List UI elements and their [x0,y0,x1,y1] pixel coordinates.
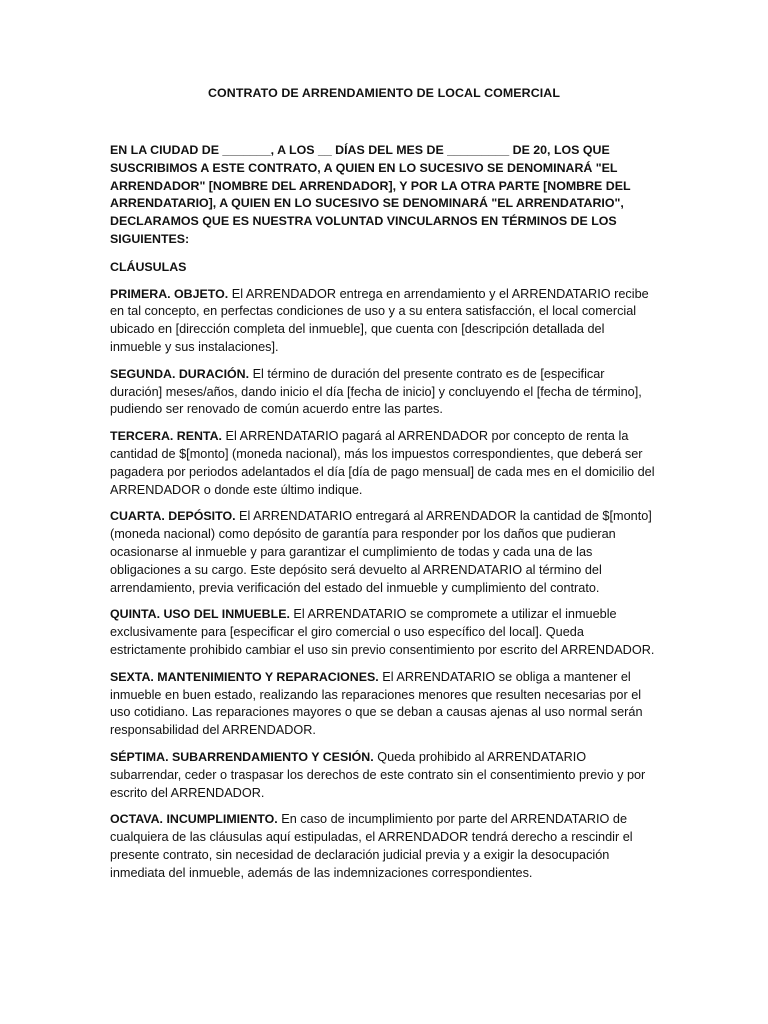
clause-text: En caso de incumplimiento por parte del ARRENDATARIO de cualquiera de las cláusulas aquí estipuladas, el ARRENDADOR tendrá derecho a rescindir el presente contrato, sin necesidad de declaración judicial previa y a exigir la desocupación inmediata del inmueble, además de las indemnizaciones correspondientes. [110,812,633,880]
clause-text: El ARRENDADOR entrega en arrendamiento y el ARRENDATARIO recibe en tal concepto, en perfectas condiciones de uso y a su entera satisfacción, el local comercial ubicado en [dirección completa del inmueble], que cuenta con [descripción detallada del inmueble y sus instalaciones]. [110,286,649,354]
clauses-heading: CLÁUSULAS [110,259,187,274]
clause-text: El ARRENDATARIO pagará al ARRENDADOR por concepto de renta la cantidad de $[monto] (moneda nacional), más los impuestos correspondientes, que deberá ser pagadera por periodos adelantados el día [día de pago mensual] de cada mes en el domicilio del ARRENDADOR o donde este último indique. [110,429,655,497]
clause-text: El ARRENDATARIO entregará al ARRENDADOR la cantidad de $[monto] (moneda nacional) como depósito de garantía para responder por los daños que pudieran ocasionarse al inmueble y para garantizar el cumplimiento de todas y cada una de las obligaciones a su cargo. Este depósito será devuelto al ARRENDATARIO al término del arrendamiento, previa verificación del estado del inmueble y cumplimiento del contrato. [110,509,652,595]
clause-segunda [110,366,658,419]
clause-title: SEGUNDA. DURACIÓN. [110,366,250,381]
clause-title: QUINTA. USO DEL INMUEBLE. [110,607,290,622]
document-intro: EN LA CIUDAD DE _______, A LOS __ DÍAS DEL MES DE _________ DE 20, LOS QUE SUSCRIBIMOS A ESTE CONTRATO, A QUIEN EN LO SUCESIVO SE DENOMINARÁ "EL ARRENDADOR" [NOMBRE DEL ARRENDADOR], Y POR LA OTRA PARTE [NOMBRE DEL ARRENDATARIO], A QUIEN EN LO SUCESIVO SE DENOMINARÁ "EL ARRENDATARIO", DECLARAMOS QUE ES NUESTRA VOLUNTAD VINCULARNOS EN TÉRMINOS DE LOS SIGUIENTES: [110,143,631,246]
clause-tercera [110,428,658,499]
clause-sexta [110,669,658,740]
clause-title: TERCERA. RENTA. [110,429,222,444]
clause-octava [110,811,658,882]
clause-title: OCTAVA. INCUMPLIMIENTO. [110,812,278,827]
clause-text: Queda prohibido al ARRENDATARIO subarrendar, ceder o traspasar los derechos de este contrato sin el consentimiento previo y por escrito del ARRENDADOR. [110,749,646,800]
clause-title: PRIMERA. OBJETO. [110,286,229,301]
document-title: CONTRATO DE ARRENDAMIENTO DE LOCAL COMERCIAL [207,86,561,100]
clause-title: CUARTA. DEPÓSITO. [110,509,236,524]
clause-quinta [110,606,658,659]
clause-title: SEXTA. MANTENIMIENTO Y REPARACIONES. [110,669,379,684]
clause-septima [110,749,658,802]
clause-title: SÉPTIMA. SUBARRENDAMIENTO Y CESIÓN. [110,749,374,764]
clause-text: El ARRENDATARIO se obliga a mantener el inmueble en buen estado, realizando las reparaciones menores que resulten necesarias por el uso cotidiano. Las reparaciones mayores o que se deban a causas ajenas al uso normal serán responsabilidad del ARRENDADOR. [110,669,643,738]
clause-text: El término de duración del presente contrato es de [especificar duración] meses/años, dando inicio el día [fecha de inicio] y concluyendo el [fecha de término], pudiendo ser renovado de común acuerdo entre las partes. [110,366,642,417]
clause-text: El ARRENDATARIO se compromete a utilizar el inmueble exclusivamente para [especificar el giro comercial o uso específico del local]. Queda estrictamente prohibido cambiar el uso sin previo consentimiento por escrito del ARRENDADOR. [110,607,655,657]
clause-primera [110,286,658,357]
clause-cuarta [110,508,658,597]
